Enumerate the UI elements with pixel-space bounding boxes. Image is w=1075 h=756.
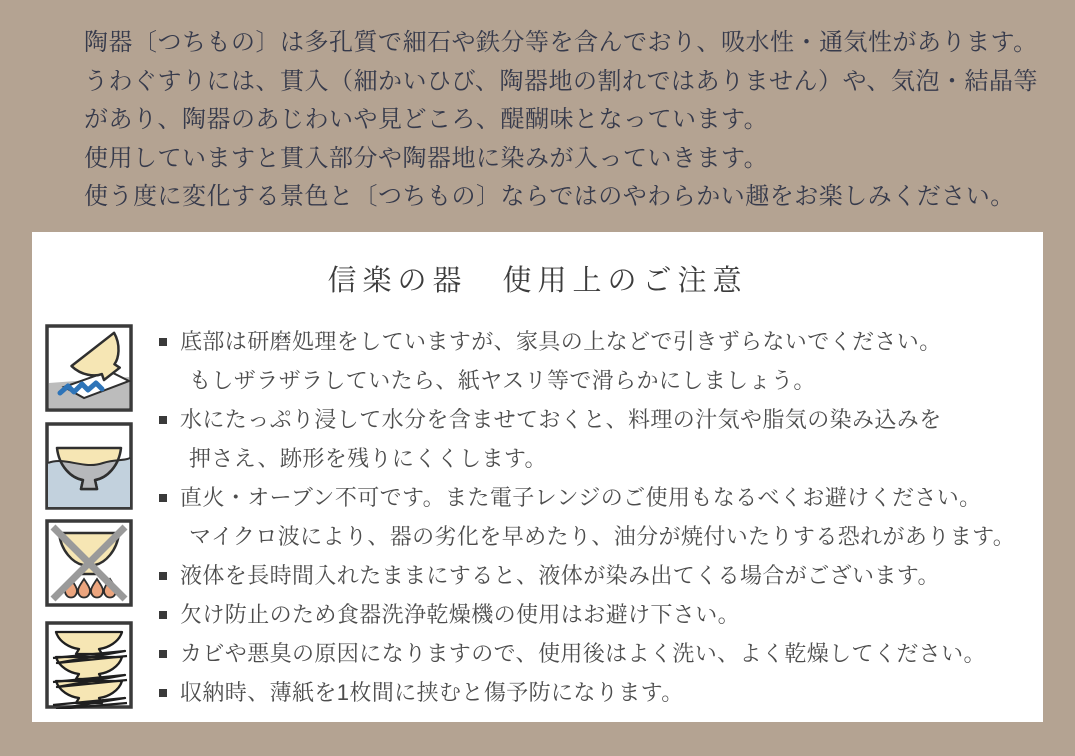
note-text: マイクロ波により、器の劣化を早めたり、油分が焼付いたりする恐れがあります。	[189, 524, 1016, 549]
bullet-square-icon	[159, 689, 167, 697]
note-continuation	[159, 517, 1015, 556]
no-direct-fire-icon	[45, 519, 133, 607]
note-text: カビや悪臭の原因になりますので、使用後はよく洗い、よく乾燥してください。	[180, 641, 986, 666]
bullet-square-icon	[159, 572, 167, 580]
bullet-square-icon	[159, 611, 167, 619]
note-text: 押さえ、跡形を残りにくくします。	[189, 446, 547, 471]
note-text: 水にたっぷり浸して水分を含ませておくと、料理の汁気や脂気の染み込みを	[180, 407, 942, 432]
list-item	[159, 400, 1015, 439]
list-item	[159, 595, 1015, 634]
note-text: もしザラザラしていたら、紙ヤスリ等で滑らかにしましょう。	[189, 368, 816, 393]
note-text: 直火・オーブン不可です。また電子レンジのご使用もなるべくお避けください。	[180, 485, 982, 510]
list-item	[159, 634, 1015, 673]
sanding-bowl-icon	[45, 324, 133, 412]
intro-line: うわぐすりには、貫入（細かいひび、陶器地の割れではありません）や、気泡・結晶等	[84, 67, 1039, 95]
intro-line: 使用していますと貫入部分や陶器地に染みが入っていきます。	[84, 144, 769, 172]
note-text: 液体を長時間入れたままにすると、液体が染み出てくる場合がございます。	[180, 563, 940, 588]
bullet-square-icon	[159, 650, 167, 658]
list-item	[159, 478, 1015, 517]
bullet-square-icon	[159, 416, 167, 424]
note-text: 収納時、薄紙を1枚間に挟むと傷予防になります。	[180, 680, 684, 705]
notes-list	[159, 322, 1015, 712]
note-continuation	[159, 361, 1015, 400]
list-item	[159, 673, 1015, 712]
bullet-square-icon	[159, 494, 167, 502]
note-text: 欠け防止のため食器洗浄乾燥機の使用はお避け下さい。	[180, 602, 741, 627]
note-continuation	[159, 439, 1015, 478]
intro-line: 陶器〔つちもの〕は多孔質で細石や鉄分等を含んでおり、吸水性・通気性があります。	[84, 29, 1038, 56]
list-item	[159, 556, 1015, 595]
card-title: 信楽の器 使用上のご注意	[327, 265, 748, 297]
list-item	[159, 322, 1015, 361]
intro-text	[84, 24, 1038, 217]
bullet-square-icon	[159, 338, 167, 346]
stacked-bowls-paper-icon	[45, 621, 133, 709]
note-text: 底部は研磨処理をしていますが、家具の上などで引きずらないでください。	[180, 329, 942, 354]
intro-line: があり、陶器のあじわいや見どころ、醍醐味となっています。	[84, 106, 769, 133]
notice-card	[32, 232, 1043, 722]
intro-line: 使う度に変化する景色と〔つちもの〕ならではのやわらかい趣をお楽しみください。	[84, 183, 1015, 210]
soaking-bowl-icon	[45, 422, 133, 510]
